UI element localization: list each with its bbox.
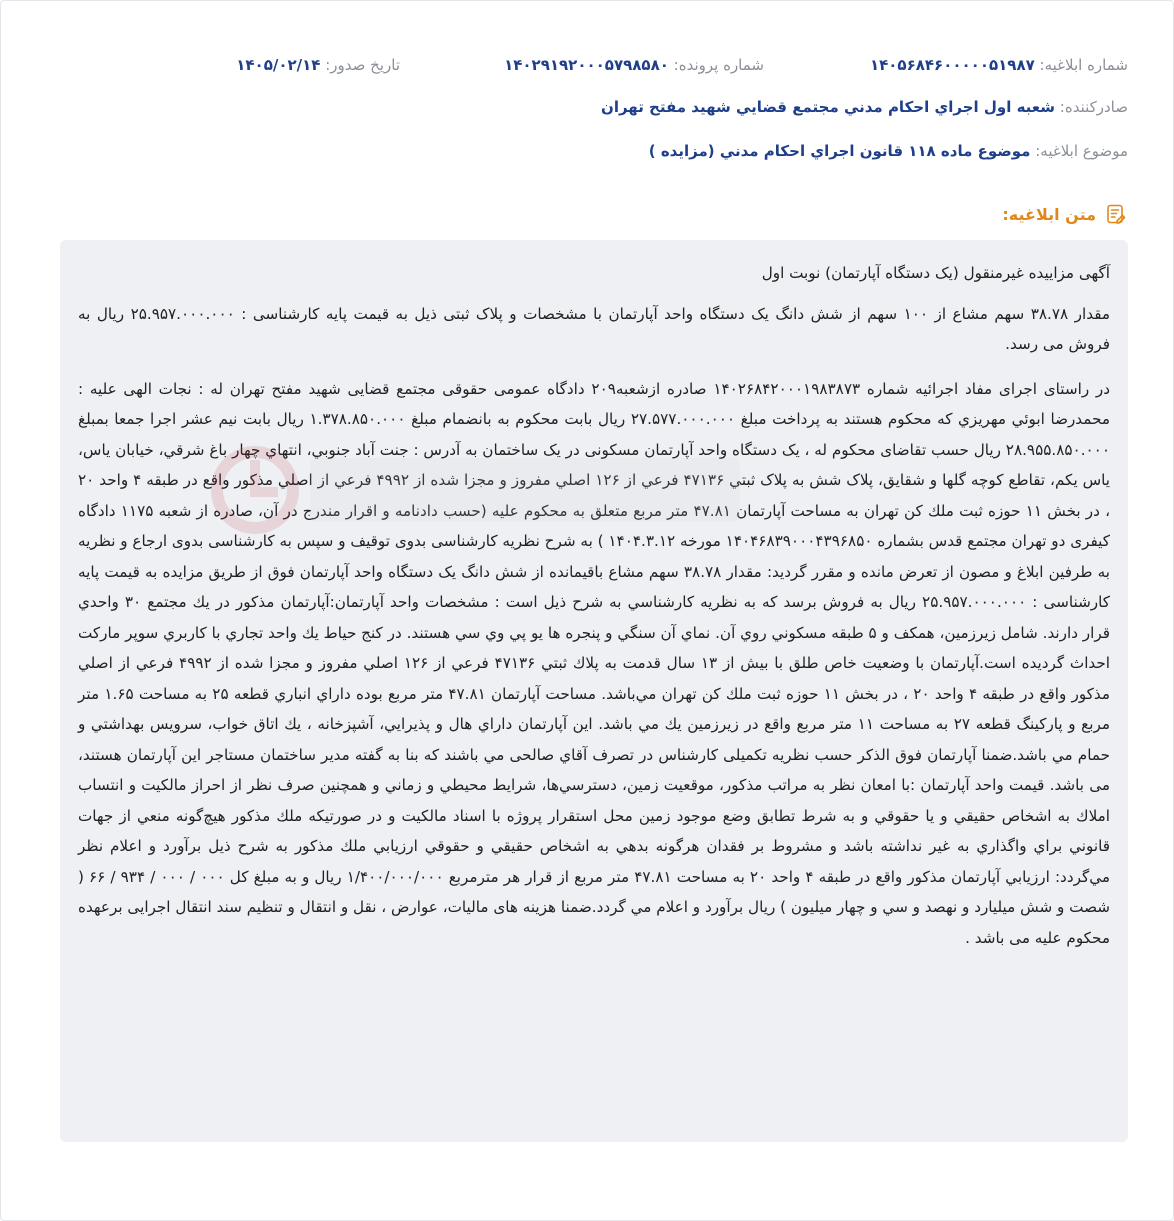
issuer-value: شعبه اول اجراي احکام مدني مجتمع قضايي شهيد مفتح تهران: [601, 98, 1055, 116]
subject-label: موضوع ابلاغيه:: [1035, 142, 1128, 160]
notice-text-box: [60, 240, 1128, 1142]
issue-date-value: ۱۴۰۵/۰۲/۱۴: [236, 56, 321, 74]
case-number: [504, 56, 764, 74]
notice-number: [870, 56, 1128, 74]
issue-date-label: تاريخ صدور:: [325, 56, 400, 74]
notice-number-value: ۱۴۰۵۶۸۴۶۰۰۰۰۰۵۱۹۸۷: [869, 56, 1035, 74]
notice-number-label: شماره ابلاغيه:: [1039, 56, 1128, 74]
document-note-icon: [1104, 202, 1128, 226]
subject-value: موضوع ماده ۱۱۸ قانون اجراي احکام مدني (مزايده ): [648, 142, 1031, 160]
issuer-row: [601, 98, 1128, 116]
subject-row: [649, 142, 1128, 160]
case-number-label: شماره پرونده:: [673, 56, 764, 74]
notice-meta-row: [60, 56, 1128, 82]
issue-date: [236, 56, 400, 74]
case-number-value: ۱۴۰۲۹۱۹۲۰۰۰۵۷۹۸۵۸۰: [504, 56, 669, 74]
issuer-label: صادرکننده:: [1059, 98, 1128, 116]
notice-heading: آگهی مزايیده غیرمنقول (يک دستگاه آپارتمان) نوبت اول: [761, 264, 1110, 282]
section-title-text: متن ابلاغيه:: [1002, 204, 1096, 224]
notice-paragraph-2: در راستای اجرای مفاد اجرائیه شماره ۱۴۰۲۶۸۴۲۰۰۰۱۹۸۳۸۷۳ صادره ازشعبه۲۰۹ دادگاه عمومی حقوقی مجتمع قضایی شهید مفتح تهران له : نجات الهی علیه : محمدرضا ابوئي مهريزي كه محكوم هستند به پرداخت مبلغ ۲۷.۵۷۷.۰۰۰.۰۰۰ ریال بابت محکوم به بانضمام مبلغ ۱.۳۷۸.۸۵۰.۰۰۰ ریال بابت نیم عشر اجرا جمعا بمبلغ ۲۸.۹۵۵.۸۵۰.۰۰۰ ریال حسب تقاضای محکوم له ، یک دستگاه واحد آپارتمان مسکونی در یک ساختمان به آدرس : جنت آباد جنوبي، انتهاي چهار باغ شرقي، خيابان ياس، ياس يکم، تقاطع کوچه گلها و شقايق، پلاک شش به پلاک ثبتي ۴۷۱۳۶ فرعي از ۱۲۶ اصلي مفروز و مجزا شده از ۴۹۹۲ فرعي از اصلي مذکور واقع در طبقه ۴ واحد ۲۰ ، در بخش ۱۱ حوزه ثبت ملك كن تهران به مساحت آپارتمان ۴۷.۸۱ متر مربع متعلق به محکوم علیه (حسب دادنامه و اقرار مندرج در آن، صادره از شعبه ۱۱۷۵ دادگاه کیفری دو تهران مجتمع قدس بشماره ۱۴۰۴۶۸۳۹۰۰۰۴۳۹۶۸۵۰ مورخه ۱۴۰۴.۳.۱۲ ) به شرح نظریه کارشناسی بدوی توقیف و سپس به کارشناسی بدوی ارجاع و نظریه به طرفین ابلاغ و مصون از تعرض مانده و مقرر گردید: مقدار ۳۸.۷۸ سهم مشاع باقیمانده از شش دانگ یک دستگاه واحد آپارتمان فوق از طریق مزایده به قیمت پایه کارشناسی : ۲۵.۹۵۷.۰۰۰.۰۰۰ ریال به فروش برسد كه به نظريه كارشناسي به شرح ذيل است : مشخصات واحد آپارتمان:آپارتمان مذكور در يك مجتمع ۳۰ واحدي قرار دارند. شامل زيرزمين، همكف و ۵ طبقه مسكوني روي آن. نماي آن سنگي و پنجره ها يو پي وي سي هستند. در كنج حياط يك واحد تجاري با كاربري سوپر ماركت احداث گرديده است.آپارتمان با وضعيت خاص طلق با بيش از ۱۳ سال قدمت به پلاك ثبتي ۴۷۱۳۶ فرعي از ۱۲۶ اصلي مفروز و مجزا شده از ۴۹۹۲ فرعي از اصلي مذكور واقع در طبقه ۴ واحد ۲۰ ، در بخش ۱۱ حوزه ثبت ملك كن تهران مي‌باشد. مساحت آپارتمان ۴۷.۸۱ متر مربع بوده داراي انباري قطعه ۲۵ به مساحت ۱.۶۵ متر مربع و پاركينگ قطعه ۲۷ به مساحت ۱۱ متر مربع واقع در زيرزمين يك مي باشد. اين آپارتمان داراي هال و پذيرايي، آشپزخانه ، يك اتاق خواب، سرويس بهداشتي و حمام مي باشد.ضمنا آپارتمان فوق الذکر حسب نظریه تکمیلی کارشناس در تصرف آقاي صالحی مي باشند که بنا به گفته مدير ساختمان مستاجر اين آپارتمان هستند، می باشد. قيمت واحد آپارتمان :با امعان نظر به مراتب مذكور، موقعيت زمين، دسترسي‌ها، شرايط محيطي و زماني و همچنين صرف نظر از احراز مالكيت و انتساب املاك به اشخاص حقيقي و يا حقوقي و به شرط تطابق وضع موجود زمين محل استقرار پروژه با اسناد مالكيت و در صورتيكه ملك مذكور هيچ‌گونه منعي از جهات قانوني براي واگذاري به غير نداشته باشد و مشروط بر فقدان هرگونه بدهي به اشخاص حقيقي و حقوقي ارزيابي ملك مذكور به شرح ذيل برآورد و اعلام نظر مي‌گردد: ارزيابي آپارتمان مذكور واقع در طبقه ۴ واحد ۲۰ به مساحت ۴۷.۸۱ متر مربع از قرار هر مترمربع ۱/۴۰۰/۰۰۰/۰۰۰ ريال و به مبلغ كل ۰۰۰ / ۰۰۰ / ۹۳۴ / ۶۶ ( شصت و شش ميليارد و نهصد و سي و چهار ميليون ) ريال برآورد و اعلام مي گردد.ضمنا هزینه های مالیات، عوارض ، نقل و انتقال و تنظیم سند انتقال اجرایی برعهده محکوم علیه می باشد .: [78, 379, 1111, 947]
notice-text-section-title: [1002, 200, 1128, 228]
notice-paragraph-1: مقدار ۳۸.۷۸ سهم مشاع از ۱۰۰ سهم از شش دانگ یک دستگاه واحد آپارتمان با مشخصات و پلاک ثبتی ذیل به قیمت پایه کارشناسی : ۲۵.۹۵۷.۰۰۰.۰۰۰ ریال به فروش می رسد.: [78, 304, 1111, 353]
